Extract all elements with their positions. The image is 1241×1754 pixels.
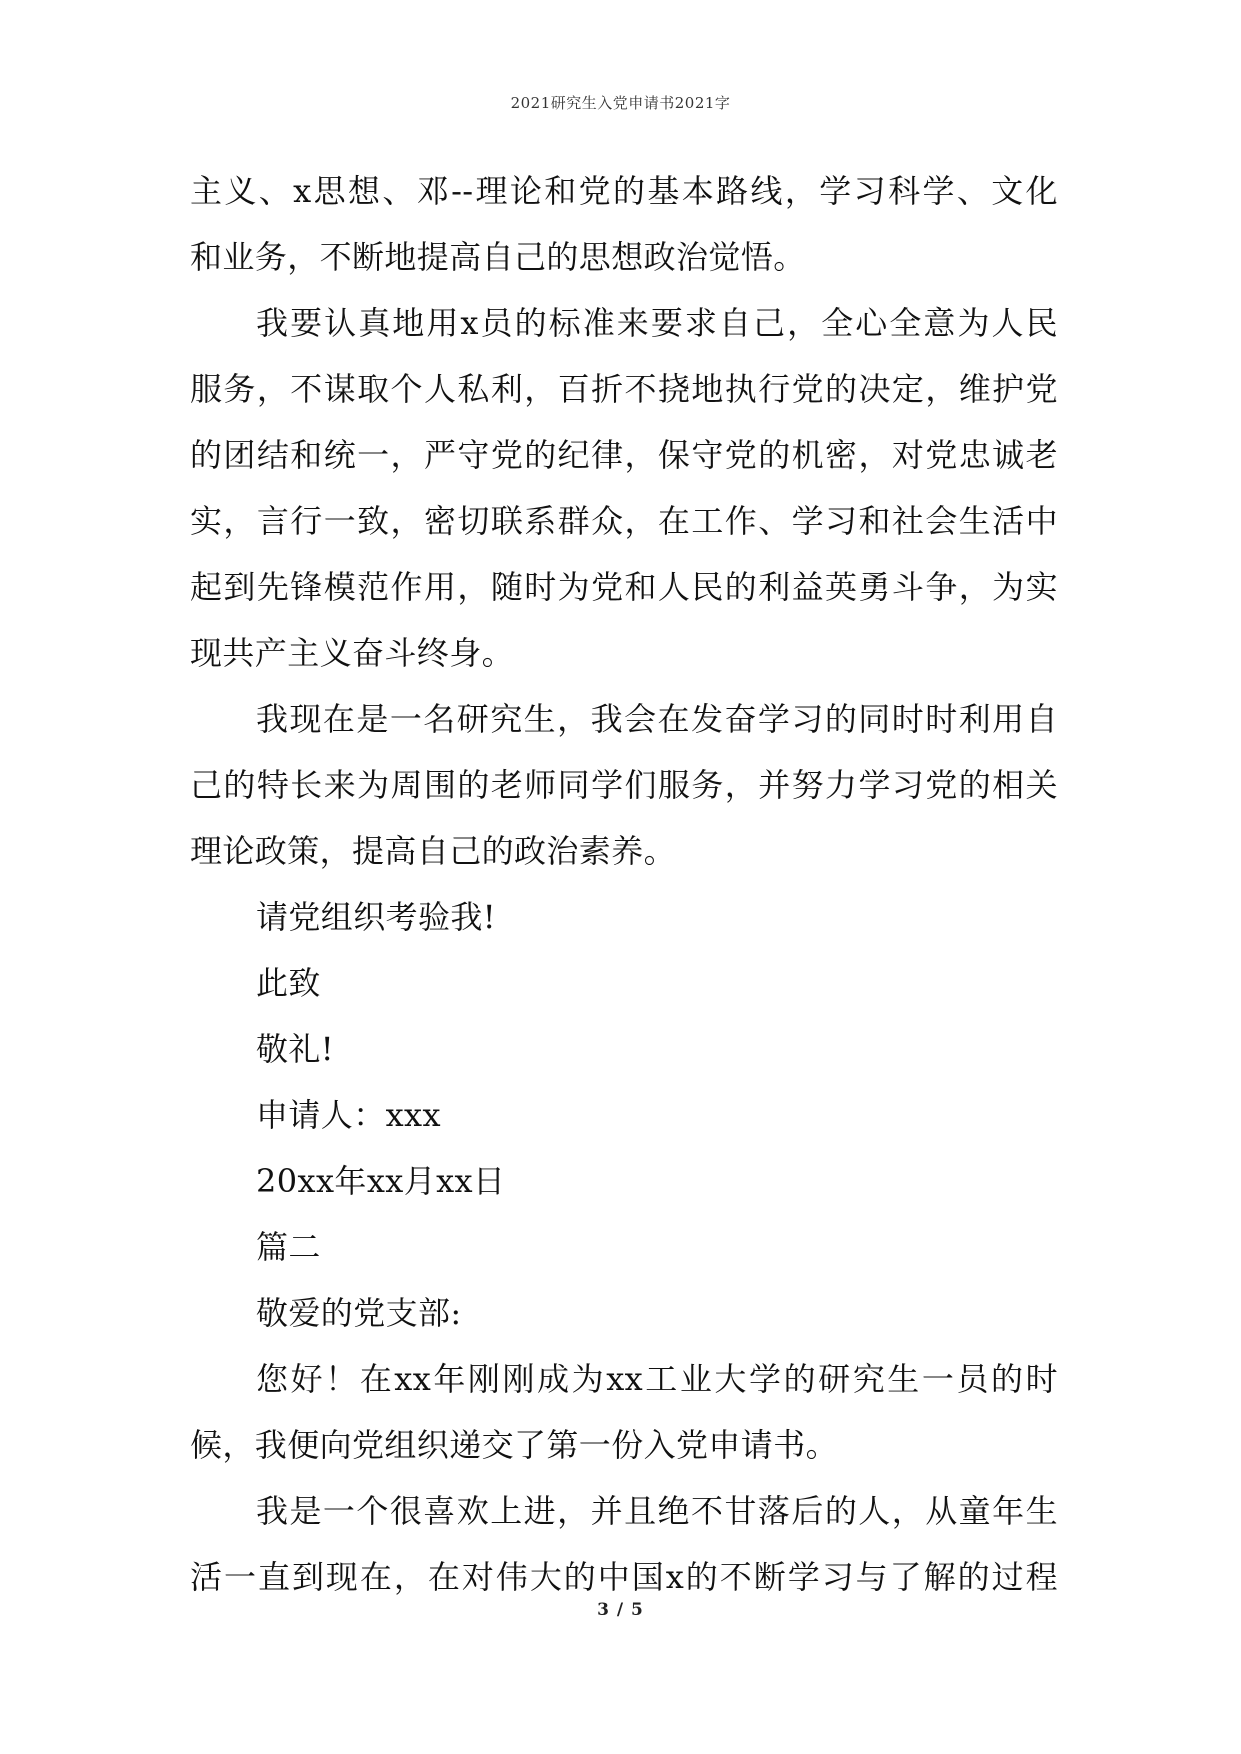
text-line: 活一直到现在，在对伟大的中国x的不断学习与了解的过程 <box>190 1558 1058 1596</box>
text-line: 敬礼! <box>256 1030 335 1068</box>
text-line: 理论政策，提高自己的政治素养。 <box>190 832 677 870</box>
applicant-line: 申请人：xxx <box>256 1096 441 1134</box>
page-header: 2021研究生入党申请书2021字 <box>510 94 731 112</box>
text-line: 我要认真地用x员的标准来要求自己，全心全意为人民 <box>256 304 1058 342</box>
text-line: 候，我便向党组织递交了第一份入党申请书。 <box>190 1426 839 1464</box>
date-line: 20xx年xx月xx日 <box>256 1162 506 1200</box>
section-heading: 篇二 <box>256 1228 321 1266</box>
text-line: 己的特长来为周围的老师同学们服务，并努力学习党的相关 <box>190 766 1058 804</box>
text-line: 此致 <box>256 964 321 1002</box>
text-line: 的团结和统一，严守党的纪律，保守党的机密，对党忠诚老 <box>190 436 1058 474</box>
page-number: 3 / 5 <box>597 1600 644 1620</box>
salutation-line: 敬爱的党支部: <box>256 1294 462 1332</box>
text-line: 现共产主义奋斗终身。 <box>190 634 515 672</box>
text-line: 实，言行一致，密切联系群众，在工作、学习和社会生活中 <box>190 502 1058 540</box>
text-line: 我是一个很喜欢上进，并且绝不甘落后的人，从童年生 <box>256 1492 1058 1530</box>
text-line: 主义、x思想、邓--理论和党的基本路线，学习科学、文化 <box>190 172 1058 210</box>
document-body <box>190 158 1058 1610</box>
text-line: 我现在是一名研究生，我会在发奋学习的同时时利用自 <box>256 700 1058 738</box>
text-line: 服务，不谋取个人私利，百折不挠地执行党的决定，维护党 <box>190 370 1058 408</box>
text-line: 和业务，不断地提高自己的思想政治觉悟。 <box>190 238 806 276</box>
text-line: 您好！在xx年刚刚成为xx工业大学的研究生一员的时 <box>256 1360 1058 1398</box>
text-line: 请党组织考验我! <box>256 898 497 936</box>
text-line: 起到先锋模范作用，随时为党和人民的利益英勇斗争，为实 <box>190 568 1058 606</box>
